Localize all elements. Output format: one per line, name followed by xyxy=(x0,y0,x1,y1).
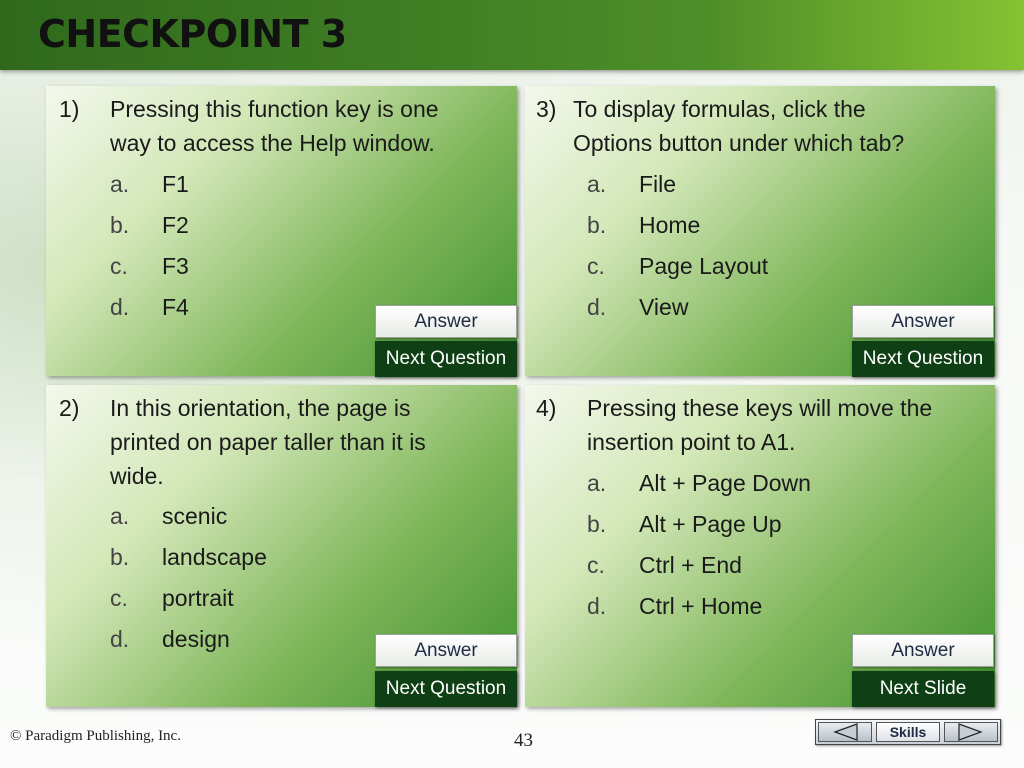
question-text-line: insertion point to A1. xyxy=(587,429,796,455)
previous-slide-button[interactable] xyxy=(818,722,872,742)
slide-title: CHECKPOINT 3 xyxy=(38,12,347,56)
answer-button[interactable]: Answer xyxy=(375,634,517,667)
question-panel-4: 4) Pressing these keys will move the insertion point to A1. a. Alt + Page Down b. Alt + Page Up c. Ctrl + End d. Ctrl + Home xyxy=(525,385,995,707)
title-bar xyxy=(0,0,1024,70)
question-text-line: way to access the Help window. xyxy=(110,130,435,156)
question-text-line: printed on paper taller than it is xyxy=(110,429,426,455)
question-number: 4) xyxy=(536,395,557,421)
answer-button[interactable]: Answer xyxy=(852,634,994,667)
question-text-line: Options button under which tab? xyxy=(573,130,905,156)
question-panel-3: 3) To display formulas, click the Options button under which tab? a. File b. Home c. Page Layout d. View xyxy=(525,86,995,376)
answer-button[interactable]: Answer xyxy=(852,305,994,338)
page-number: 43 xyxy=(514,730,533,751)
skills-button[interactable]: Skills xyxy=(876,722,940,742)
question-panel-1: 1) Pressing this function key is one way to access the Help window. a. F1 b. F2 c. F3 d. F4 xyxy=(46,86,517,376)
next-question-button[interactable]: Next Question xyxy=(852,341,994,377)
copyright-notice: © Paradigm Publishing, Inc. xyxy=(10,728,181,744)
question-number: 3) xyxy=(536,96,557,122)
question-text-line: Pressing these keys will move the xyxy=(587,395,933,421)
triangle-right-icon xyxy=(945,723,997,741)
question-number: 2) xyxy=(59,395,80,421)
question-text-line: To display formulas, click the xyxy=(573,96,866,122)
next-question-button[interactable]: Next Question xyxy=(375,341,517,377)
triangle-left-icon xyxy=(819,723,871,741)
answer-button[interactable]: Answer xyxy=(375,305,517,338)
question-panel-2: 2) In this orientation, the page is printed on paper taller than it is wide. a. scenic b. landscape c. portrait d. design xyxy=(46,385,517,707)
next-slide-nav-button[interactable] xyxy=(944,722,998,742)
slide-navigation xyxy=(815,719,1001,745)
question-text-line: wide. xyxy=(110,463,164,489)
question-text-line: In this orientation, the page is xyxy=(110,395,411,421)
question-number: 1) xyxy=(59,96,80,122)
next-question-button[interactable]: Next Question xyxy=(375,671,517,707)
next-slide-button[interactable]: Next Slide xyxy=(852,671,994,707)
question-text-line: Pressing this function key is one xyxy=(110,96,439,122)
